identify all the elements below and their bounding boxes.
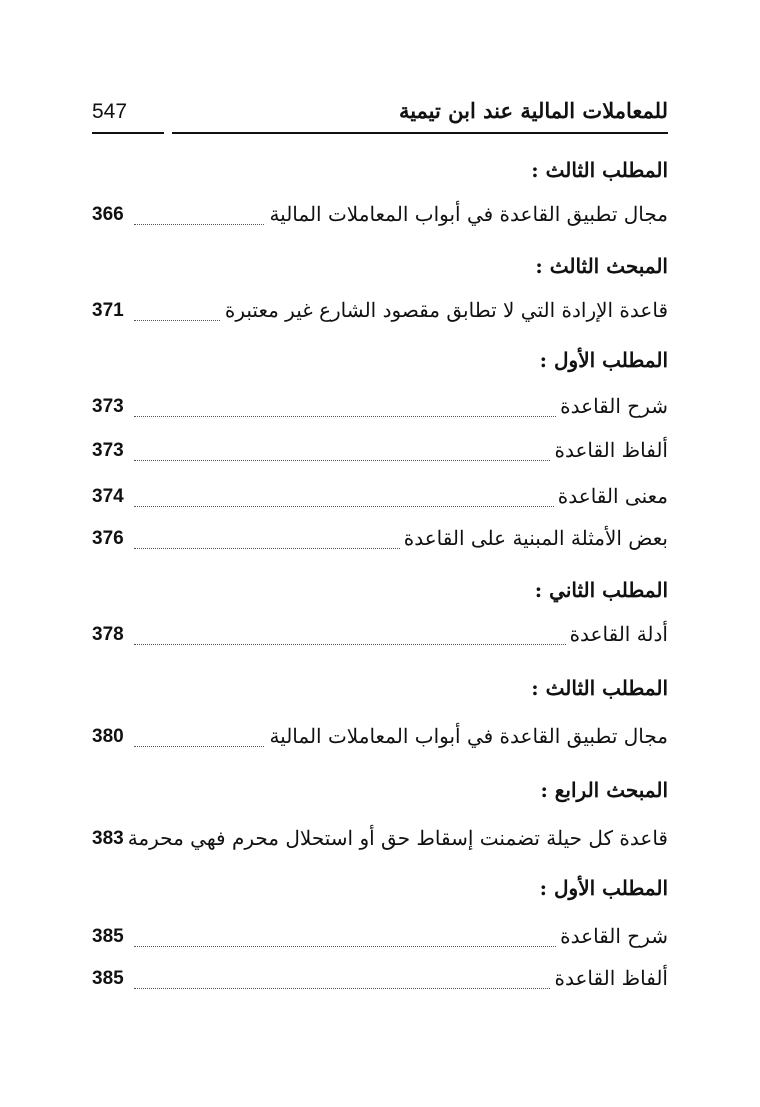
toc-heading-text: المطلب الأول : (539, 348, 668, 372)
toc-entry-text: ألفاظ القاعدة (551, 966, 669, 990)
toc-entry-text: بعض الأمثلة المبنية على القاعدة (400, 526, 668, 550)
toc-heading (92, 158, 668, 188)
toc-entry-page: 366 (92, 204, 124, 225)
toc-entry-text: مجال تطبيق القاعدة في أبواب المعاملات المالية (265, 202, 668, 226)
toc-entry (92, 924, 668, 954)
toc-entry (92, 202, 668, 232)
toc-heading-text: المطلب الأول : (539, 876, 668, 900)
running-header (92, 96, 668, 136)
toc-heading-text: المبحث الرابع : (540, 778, 668, 802)
toc-entry (92, 966, 668, 996)
toc-entry-text: أدلة القاعدة (566, 622, 668, 646)
toc-entry (92, 826, 668, 856)
toc-heading-text: المطلب الثالث : (531, 676, 668, 700)
toc-entry-text: ألفاظ القاعدة (551, 438, 669, 462)
toc-entry (92, 298, 668, 328)
toc-entry (92, 394, 668, 424)
toc-entry (92, 622, 668, 652)
toc-heading-text: المطلب الثاني : (534, 578, 668, 602)
toc-entry-page: 385 (92, 968, 124, 989)
toc-entry-page: 378 (92, 624, 124, 645)
toc-entry-page: 383 (92, 828, 124, 849)
toc-heading-text: المبحث الثالث : (535, 254, 668, 278)
toc-entry-page: 374 (92, 486, 124, 507)
toc-heading (92, 676, 668, 706)
toc-heading (92, 254, 668, 284)
toc-entry (92, 526, 668, 556)
toc-heading (92, 778, 668, 808)
toc-entry-page: 380 (92, 726, 124, 747)
toc-heading (92, 876, 668, 906)
toc-entry (92, 484, 668, 514)
toc-entry-text: مجال تطبيق القاعدة في أبواب المعاملات المالية (265, 724, 668, 748)
toc-entry-page: 373 (92, 440, 124, 461)
toc-entry-text: معنى القاعدة (554, 484, 668, 508)
toc-entry-page: 373 (92, 396, 124, 417)
toc-heading-text: المطلب الثالث : (531, 158, 668, 182)
toc-entry (92, 724, 668, 754)
header-title: للمعاملات المالية عند ابن تيمية (398, 98, 668, 123)
toc-entry (92, 438, 668, 468)
toc-entry-text: قاعدة الإرادة التي لا تطابق مقصود الشارع غير معتبرة (221, 298, 668, 322)
toc-entry-page: 385 (92, 926, 124, 947)
toc-entry-text: شرح القاعدة (556, 924, 668, 948)
header-rule-right (172, 132, 668, 134)
toc-heading (92, 578, 668, 608)
toc-entry-text: قاعدة كل حيلة تضمنت إسقاط حق أو استحلال محرم فهي محرمة (124, 826, 668, 850)
toc-entry-text: شرح القاعدة (556, 394, 668, 418)
toc-heading (92, 348, 668, 378)
header-rule-left (92, 132, 164, 134)
toc-entry-page: 376 (92, 528, 124, 549)
toc-entry-page: 371 (92, 300, 124, 321)
page-number: 547 (92, 100, 128, 123)
